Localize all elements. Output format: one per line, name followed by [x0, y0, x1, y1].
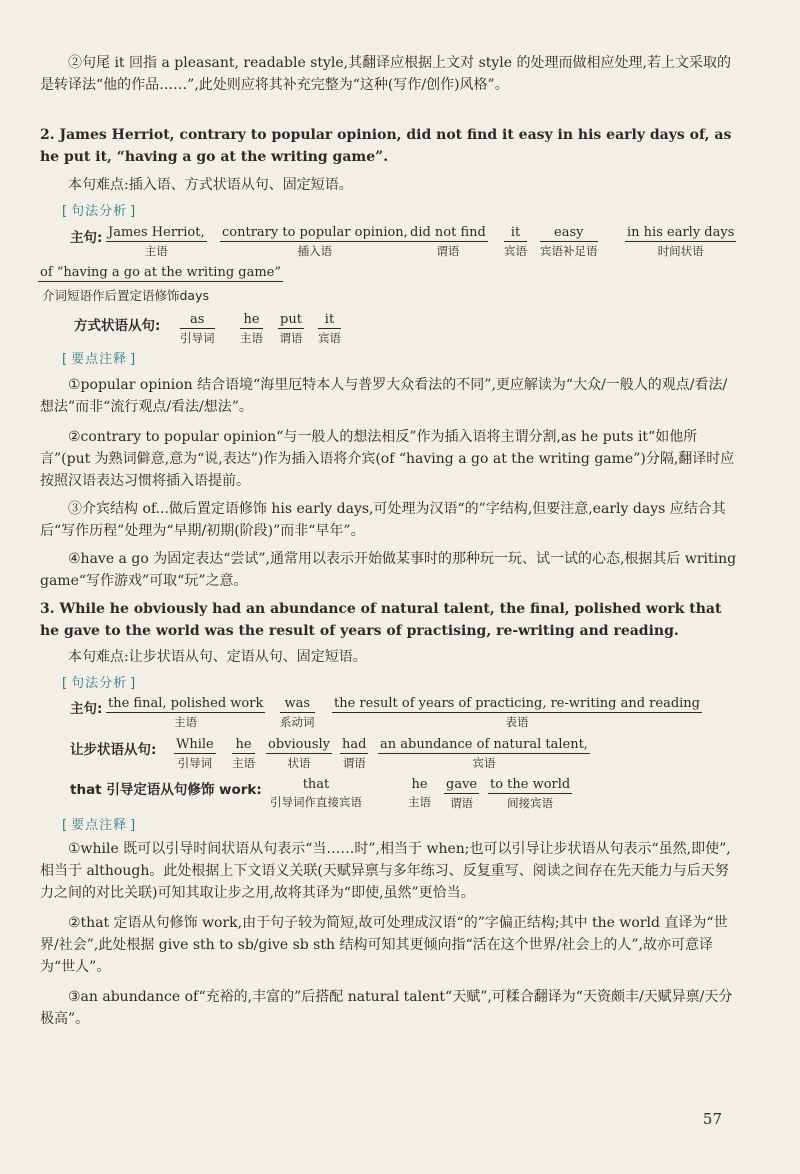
- note-3-2: ②that 定语从句修饰 work,由于句子较为简短,故可处理成汉语“的”字偏正结构;其中 the world 直译为“世界/社会”,此处根据 give sth to sb/give sb sth 结构可知其更倾向指“活在这个世界/社会上的人”,故亦可意译为“世人”。: [40, 915, 728, 975]
- manner-seg-as: as 引导词: [180, 312, 215, 345]
- manner-seg-it: it 宾语: [318, 312, 341, 345]
- manner-seg-put: put 谓语: [279, 312, 303, 345]
- s3-subject: the final, polished work 主语: [108, 696, 264, 729]
- segment-of-phrase: of “having a go at the writing game”: [40, 265, 282, 280]
- page-number: 57: [702, 1110, 722, 1128]
- segment-time-adverbial: in his early days 时间状语: [627, 225, 735, 258]
- difficulty-3: 本句难点:让步状语从句、定语从句、固定短语。: [68, 649, 367, 665]
- notes-heading-2: [ 要点注释 ]: [62, 348, 136, 367]
- note-2-3: ③介宾结构 of...做后置定语修饰 his early days,可处理为汉语“的”字结构,但要注意,early days 应结合其后“写作历程”处理为“早期/初期(阶段)”而非“早年”。: [40, 501, 726, 539]
- conc-seg-while: While 引导词: [176, 737, 214, 770]
- rel-seg-that: that 引导词作直接宾语: [270, 777, 362, 809]
- s3-predicative: the result of years of practicing, re-writing and reading 表语: [334, 696, 700, 729]
- of-phrase-note: 介词短语作后置定语修饰days: [42, 288, 210, 303]
- note-2-2: ②contrary to popular opinion“与一般人的想法相反”作为插入语将主谓分割,as he puts it“如他所言”(put 为熟词僻意,意为“说,表达”)作为插入语将介宾(of “having a go at the writing game”)分隔,翻译时应按照汉语表达习惯将插入语提前。: [40, 429, 735, 489]
- conc-seg-he: he 主语: [232, 737, 255, 770]
- note-3-1: ①while 既可以引导时间状语从句表示“当……时”,相当于 when;也可以引导让步状语从句表示“虽然,即使”,相当于 although。此处根据上下文语义关联(天赋异禀与多年练习、反复重写、阅读之间存在先天能力与后天努力之间的对比关联)可知其取让步之用,故将其译为“即使,虽然”更恰当。: [40, 841, 731, 901]
- rel-seg-gave: gave 谓语: [446, 777, 478, 810]
- note-2-1: ①popular opinion 结合语境“海里厄特本人与普罗大众看法的不同”,更应解读为“大众/一般人的观点/看法/想法”而非“流行观点/看法/想法”。: [40, 377, 728, 415]
- concession-clause-label: 让步状语从句:: [70, 742, 157, 758]
- manner-clause-label: 方式状语从句:: [74, 318, 161, 334]
- segment-object: it 宾语: [504, 225, 527, 258]
- conc-seg-object: an abundance of natural talent, 宾语: [380, 737, 588, 770]
- note-2-4: ④have a go 为固定表达“尝试”,通常用以表示开始做某事时的那种玩一玩、试一试的心态,根据其后 writing game“写作游戏”可取“玩”之意。: [40, 551, 737, 589]
- note-3-3: ③an abundance of“充裕的,丰富的”后搭配 natural talent“天赋”,可糅合翻译为“天资颇丰/天赋异禀/天分极高”。: [40, 989, 733, 1027]
- segment-parenthesis: contrary to popular opinion, 插入语: [222, 225, 408, 258]
- conc-seg-obviously: obviously 状语: [268, 737, 331, 770]
- sentence-3: 3. While he obviously had an abundance of natural talent, the final, polished work that he gave to the world was the result of years of practising, re-writing and reading.: [40, 601, 722, 639]
- manner-seg-he: he 主语: [240, 312, 263, 345]
- syntax-heading-3: [ 句法分析 ]: [62, 672, 136, 691]
- rel-seg-he: he 主语: [408, 777, 431, 809]
- s3-copula: was 系动词: [280, 696, 315, 729]
- notes-heading-3: [ 要点注释 ]: [62, 814, 136, 833]
- intro-paragraph: ②句尾 it 回指 a pleasant, readable style,其翻译应根据上文对 style 的处理而做相应处理,若上文采取的是转译法“他的作品……”,此处则应将其补充完整为“这种(写作/创作)风格”。: [40, 55, 731, 93]
- difficulty-2: 本句难点:插入语、方式状语从句、固定短语。: [68, 177, 353, 193]
- main-clause-label-2: 主句:: [70, 230, 103, 246]
- rel-seg-to-world: to the world 间接宾语: [490, 777, 571, 810]
- segment-subject: James Herriot, 主语: [108, 225, 205, 258]
- segment-complement: easy 宾语补足语: [540, 225, 598, 258]
- main-clause-label-3: 主句:: [70, 701, 103, 717]
- conc-seg-had: had 谓语: [342, 737, 367, 770]
- relative-clause-label: that 引导定语从句修饰 work:: [70, 782, 262, 798]
- syntax-heading-2: [ 句法分析 ]: [62, 200, 136, 219]
- segment-predicate: did not find 谓语: [410, 225, 486, 258]
- sentence-2: 2. James Herriot, contrary to popular opinion, did not find it easy in his early days of, as he put it, “having a go at the writing game”.: [40, 127, 732, 165]
